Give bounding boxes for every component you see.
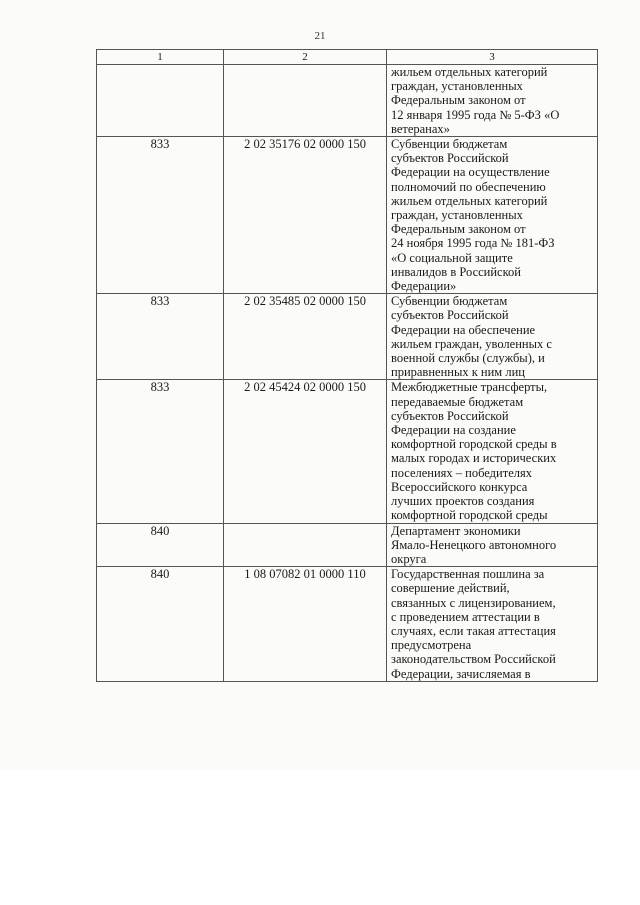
revenue-code-cell bbox=[224, 523, 387, 567]
revenue-code-cell: 2 02 45424 02 0000 150 bbox=[224, 380, 387, 523]
description-cell: Межбюджетные трансферты, передаваемые бюджетам субъектов Российской Федерации на создание комфортной городской среды в малых городах и исторических поселениях – победителях Всероссийского конкурса лучших проектов создания комфортной городской среды bbox=[387, 380, 598, 523]
table-row bbox=[97, 567, 598, 682]
table-row bbox=[97, 523, 598, 567]
description-cell: Департамент экономики Ямало-Ненецкого автономного округа bbox=[387, 523, 598, 567]
admin-code-cell: 833 bbox=[97, 294, 224, 380]
description-cell: Государственная пошлина за совершение действий, связанных с лицензированием, с проведением аттестации в случаях, если такая аттестация предусмотрена законодательством Российской Федерации, зачисляемая в bbox=[387, 567, 598, 682]
table-row bbox=[97, 65, 598, 137]
admin-code-cell bbox=[97, 65, 224, 137]
column-header-1: 1 bbox=[97, 50, 224, 65]
description-cell: Субвенции бюджетам субъектов Российской Федерации на обеспечение жильем граждан, уволенных с военной службы (службы), и приравненных к ним лиц bbox=[387, 294, 598, 380]
admin-code-cell: 833 bbox=[97, 137, 224, 294]
revenue-code-cell bbox=[224, 65, 387, 137]
table-row bbox=[97, 137, 598, 294]
column-header-3: 3 bbox=[387, 50, 598, 65]
admin-code-cell: 840 bbox=[97, 567, 224, 682]
page-number: 21 bbox=[314, 30, 326, 42]
table-row bbox=[97, 294, 598, 380]
blank-margin bbox=[0, 770, 640, 905]
description-cell: жильем отдельных категорий граждан, установленных Федеральным законом от 12 января 1995 года № 5-ФЗ «О ветеранах» bbox=[387, 65, 598, 137]
revenue-code-cell: 1 08 07082 01 0000 110 bbox=[224, 567, 387, 682]
column-header-2: 2 bbox=[224, 50, 387, 65]
table-row bbox=[97, 380, 598, 523]
description-cell: Субвенции бюджетам субъектов Российской Федерации на осуществление полномочий по обеспечению жильем отдельных категорий граждан, установленных Федеральным законом от 24 ноября 1995 года № 181-ФЗ «О социальной защите инвалидов в Российской Федерации» bbox=[387, 137, 598, 294]
budget-codes-table bbox=[96, 49, 598, 682]
admin-code-cell: 840 bbox=[97, 523, 224, 567]
table-header-row bbox=[97, 50, 598, 65]
revenue-code-cell: 2 02 35176 02 0000 150 bbox=[224, 137, 387, 294]
admin-code-cell: 833 bbox=[97, 380, 224, 523]
revenue-code-cell: 2 02 35485 02 0000 150 bbox=[224, 294, 387, 380]
